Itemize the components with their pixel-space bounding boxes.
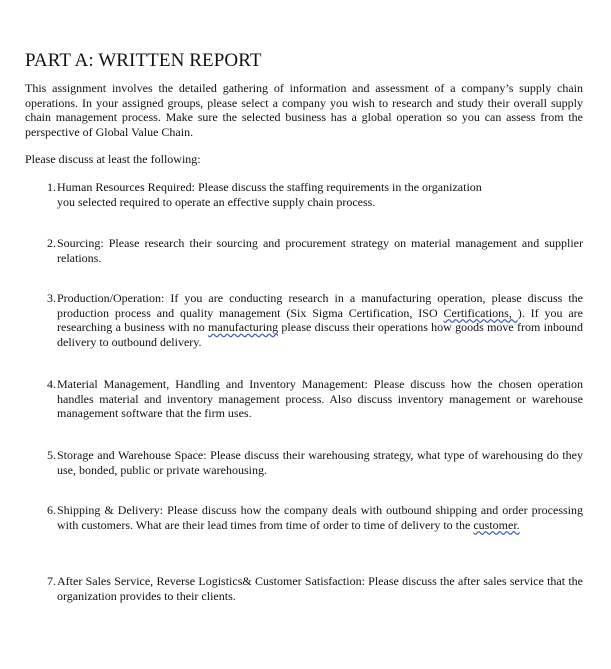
list-item-6 <box>40 503 583 532</box>
item-text-line: you selected required to operate an effective supply chain process. <box>57 194 376 209</box>
item-number: 2. <box>47 236 56 250</box>
item-text: Storage and Warehouse Space: Please discuss their warehousing strategy, what type of warehousing do they use, bonded, public or private warehousing. <box>57 448 583 477</box>
item-number: 7. <box>47 574 56 588</box>
item-text <box>57 180 583 209</box>
list-item-1 <box>40 180 583 209</box>
page-title: PART A: WRITTEN REPORT <box>25 50 262 71</box>
item-number: 4. <box>47 377 56 391</box>
item-text-line: Human Resources Required: Please discuss the staffing requirements in the organization <box>57 180 482 194</box>
grammar-flag-certifications: Certifications, <box>443 305 518 320</box>
list-item-2 <box>40 236 583 265</box>
item-number: 1. <box>47 180 56 194</box>
list-item-7 <box>40 574 583 603</box>
list-item-4 <box>40 377 583 421</box>
item-number: 5. <box>47 448 56 462</box>
item-number: 6. <box>47 503 56 517</box>
item-text: Production/Operation: If you are conducting research in a manufacturing operation, please discuss the production process and quality management (Six Sigma Certification, ISO Certifications, ). If you are researching a business with no manufacturing please discuss their operations how goods move from inbound delivery to outbound delivery. <box>57 291 583 349</box>
item-text: Material Management, Handling and Inventory Management: Please discuss how the chosen operation handles material and inventory management process. Also discuss inventory management or warehouse management software that the firm uses. <box>57 377 583 420</box>
grammar-flag-customer: customer. <box>473 517 520 532</box>
item-text: Shipping & Delivery: Please discuss how the company deals with outbound shipping and order processing with customers. What are their lead times from time of order to time of delivery to the customer. <box>57 503 583 532</box>
intro-paragraph: This assignment involves the detailed gathering of information and assessment of a company’s supply chain operations. In your assigned groups, please select a company you wish to research and study their overall supply chain management process. Make sure the selected business has a global operation so you can assess from the perspective of Global Value Chain. <box>25 81 583 139</box>
item-text: After Sales Service, Reverse Logistics& Customer Satisfaction: Please discuss the after sales service that the organization provides to their clients. <box>57 574 583 603</box>
list-prompt: Please discuss at least the following: <box>25 152 201 166</box>
grammar-flag-manufacturing: manufacturing <box>208 320 279 334</box>
list-item-3 <box>40 291 583 349</box>
item-text: Sourcing: Please research their sourcing and procurement strategy on material management and supplier relations. <box>57 236 583 265</box>
list-item-5 <box>40 448 583 477</box>
item-number: 3. <box>47 291 56 305</box>
